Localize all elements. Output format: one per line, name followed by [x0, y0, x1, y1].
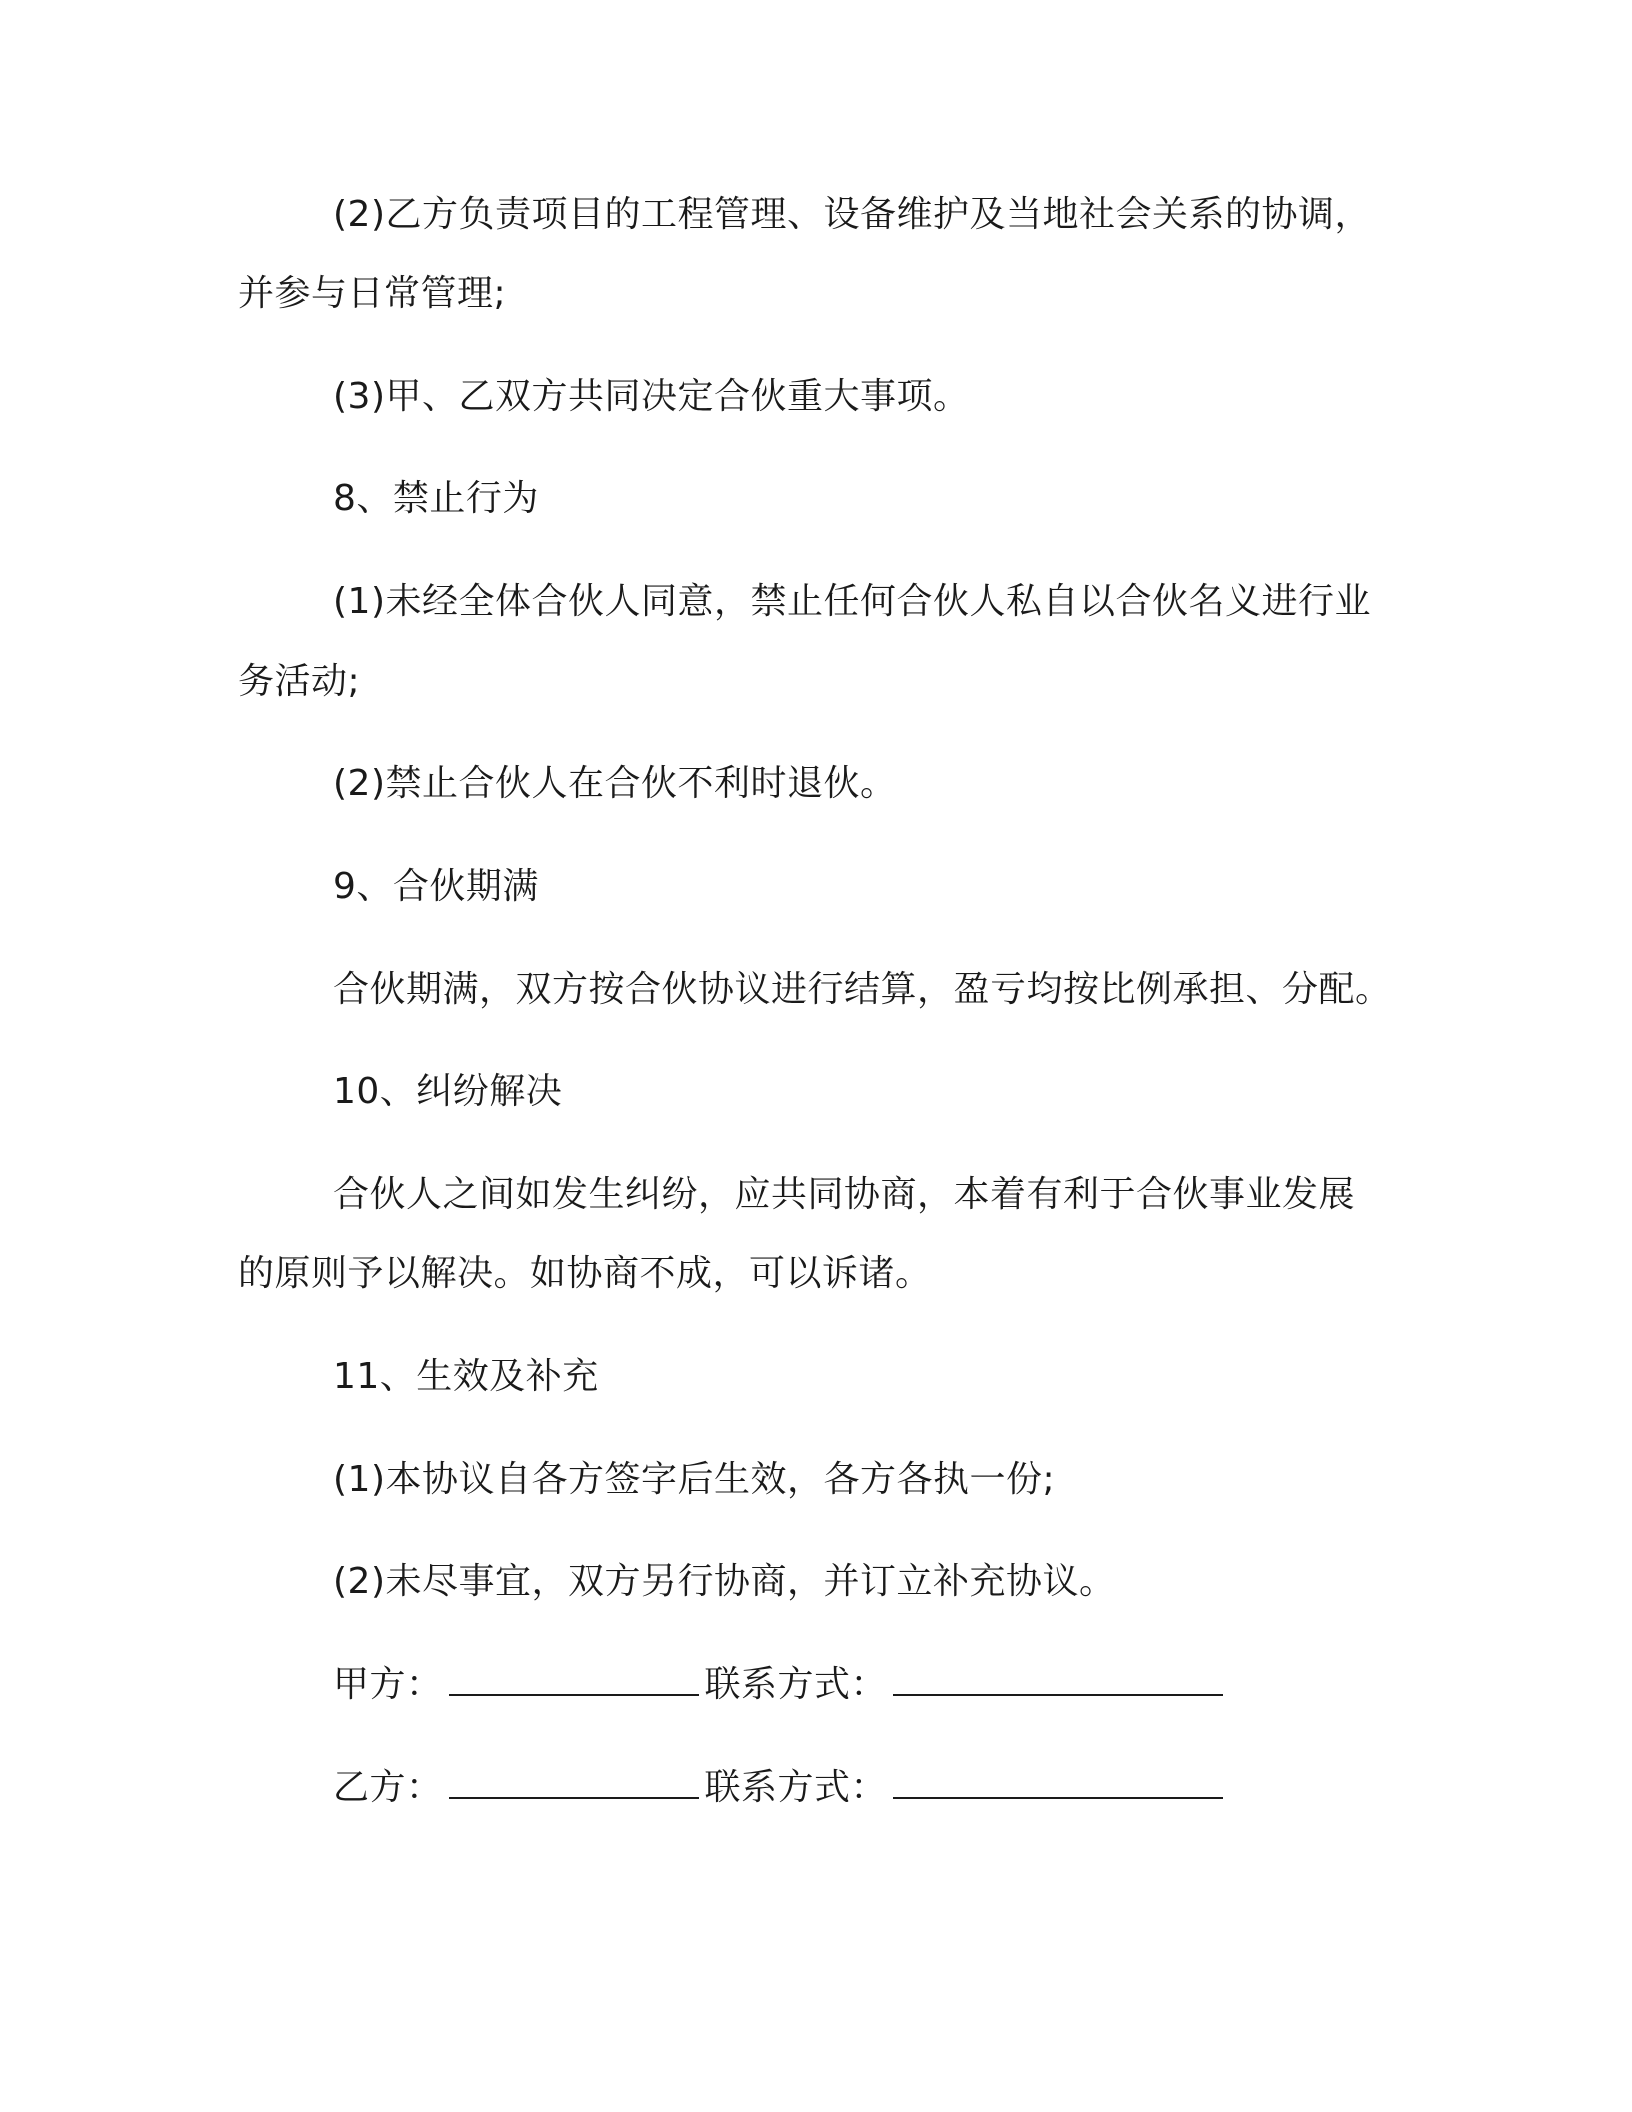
clause9-body: 合伙期满，双方按合伙协议进行结算，盈亏均按比例承担、分配。 — [333, 969, 1392, 1010]
party-b-contact-blank[interactable] — [893, 1767, 1223, 1799]
clause8-item1-line1: (1)未经全体合伙人同意，禁止任何合伙人私自以合伙名义进行业 — [333, 581, 1371, 622]
party-a-contact-blank[interactable] — [893, 1664, 1223, 1696]
party-b-label: 乙方： — [333, 1767, 443, 1808]
clause8-item1-line2: 务活动; — [238, 661, 361, 702]
clause7-item3: (3)甲、乙双方共同决定合伙重大事项。 — [333, 376, 970, 417]
clause7-item2-line2: 并参与日常管理; — [238, 273, 507, 314]
party-b-contact-label: 联系方式： — [704, 1767, 888, 1808]
party-a-contact-label: 联系方式： — [704, 1664, 888, 1705]
party-b-signature-blank[interactable] — [449, 1767, 699, 1799]
signature-row-party-b — [333, 1766, 1229, 1810]
clause9-heading: 9、合伙期满 — [333, 866, 539, 907]
clause11-item1: (1)本协议自各方签字后生效，各方各执一份; — [333, 1459, 1056, 1500]
clause11-item2: (2)未尽事宜，双方另行协商，并订立补充协议。 — [333, 1561, 1116, 1602]
clause7-item2-line1: (2)乙方负责项目的工程管理、设备维护及当地社会关系的协调， — [333, 194, 1371, 235]
clause8-heading: 8、禁止行为 — [333, 478, 539, 519]
clause10-body-line1: 合伙人之间如发生纠纷，应共同协商，本着有利于合伙事业发展 — [333, 1174, 1356, 1215]
signature-row-party-a — [333, 1663, 1229, 1707]
party-a-signature-blank[interactable] — [449, 1664, 699, 1696]
party-a-label: 甲方： — [333, 1664, 443, 1705]
clause11-heading: 11、生效及补充 — [333, 1356, 599, 1397]
clause8-item2: (2)禁止合伙人在合伙不利时退伙。 — [333, 763, 897, 804]
clause10-heading: 10、纠纷解决 — [333, 1071, 563, 1112]
clause10-body-line2: 的原则予以解决。如协商不成，可以诉诸。 — [238, 1253, 932, 1294]
